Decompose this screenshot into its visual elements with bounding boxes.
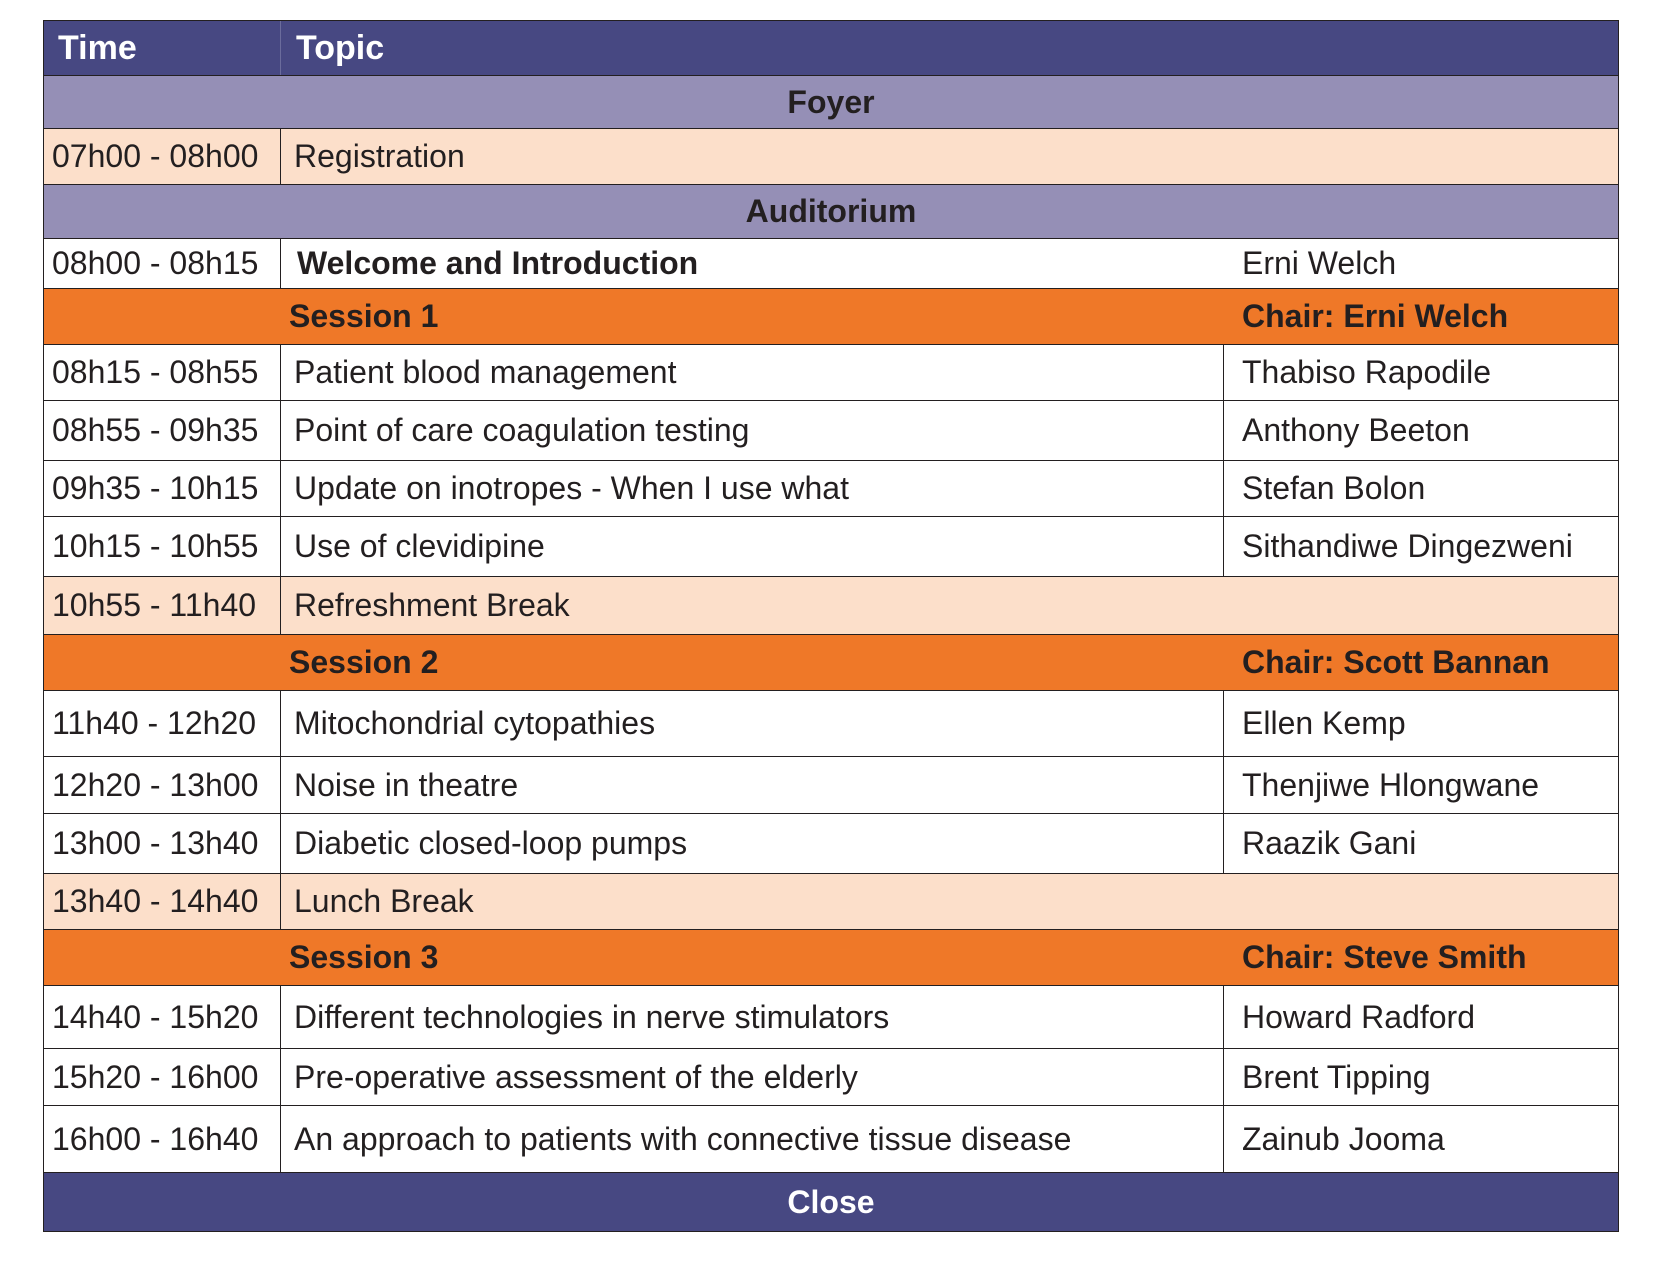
row-speaker: Thabiso Rapodile (1242, 354, 1492, 390)
header-topic: Topic (296, 28, 385, 67)
row-topic: Pre-operative assessment of the elderly (281, 1049, 1224, 1105)
row-time: 14h40 - 15h20 (44, 986, 281, 1048)
table-row (43, 345, 1619, 401)
row-topic: Refreshment Break (294, 587, 570, 623)
row-topic: Registration (294, 138, 465, 174)
table-row (43, 986, 1619, 1049)
row-topic: Use of clevidipine (281, 517, 1224, 576)
close-label: Close (787, 1183, 875, 1220)
break-row-refreshment (43, 577, 1619, 635)
row-speaker: Anthony Beeton (1242, 412, 1470, 448)
session-header-3 (43, 930, 1619, 986)
row-speaker: Ellen Kemp (1242, 705, 1406, 741)
row-time: 07h00 - 08h00 (44, 129, 281, 184)
session-title: Session 2 (289, 644, 439, 680)
row-speaker: Brent Tipping (1242, 1058, 1431, 1095)
table-row (43, 757, 1619, 814)
programme-table (43, 20, 1619, 1232)
session-title: Session 1 (289, 298, 439, 334)
row-time: 15h20 - 16h00 (44, 1049, 281, 1105)
row-time: 08h15 - 08h55 (44, 345, 281, 400)
session-header-2 (43, 635, 1619, 691)
table-row (43, 517, 1619, 577)
row-topic: Different technologies in nerve stimulators (281, 986, 1224, 1048)
session-header-1 (43, 289, 1619, 345)
row-speaker: Sithandiwe Dingezweni (1242, 528, 1573, 564)
table-header (43, 20, 1619, 76)
row-time: 13h40 - 14h40 (44, 874, 281, 929)
table-row (43, 814, 1619, 874)
session-chair: Chair: Erni Welch (1242, 298, 1509, 334)
venue-label: Auditorium (745, 193, 917, 229)
row-speaker: Thenjiwe Hlongwane (1242, 766, 1540, 803)
row-topic: Welcome and Introduction (297, 245, 699, 281)
row-time: 08h55 - 09h35 (44, 401, 281, 460)
break-row-lunch (43, 874, 1619, 930)
row-topic: Patient blood management (281, 345, 1224, 400)
row-topic: Diabetic closed-loop pumps (281, 814, 1224, 873)
close-row (43, 1173, 1619, 1232)
row-time: 16h00 - 16h40 (44, 1106, 281, 1172)
row-topic: Lunch Break (294, 883, 474, 919)
session-title: Session 3 (289, 939, 439, 975)
row-time: 08h00 - 08h15 (44, 239, 281, 288)
session-chair: Chair: Steve Smith (1242, 939, 1527, 975)
row-topic: Point of care coagulation testing (281, 401, 1224, 460)
venue-row-foyer (43, 76, 1619, 129)
header-time: Time (44, 21, 281, 75)
row-time: 10h15 - 10h55 (44, 517, 281, 576)
session-chair: Chair: Scott Bannan (1242, 644, 1550, 680)
registration-row (43, 129, 1619, 185)
table-row (43, 401, 1619, 461)
table-row (43, 1049, 1619, 1106)
row-topic: Update on inotropes - When I use what (281, 461, 1224, 516)
row-time: 13h00 - 13h40 (44, 814, 281, 873)
table-row (43, 461, 1619, 517)
row-speaker: Zainub Jooma (1242, 1120, 1445, 1157)
row-time: 11h40 - 12h20 (44, 691, 281, 756)
table-row (43, 691, 1619, 757)
row-speaker: Raazik Gani (1242, 825, 1417, 861)
venue-label: Foyer (787, 83, 875, 120)
row-speaker: Erni Welch (1242, 245, 1397, 281)
row-topic: Mitochondrial cytopathies (281, 691, 1224, 756)
row-time: 10h55 - 11h40 (44, 577, 281, 634)
row-time: 12h20 - 13h00 (44, 757, 281, 813)
row-topic: An approach to patients with connective tissue disease (281, 1106, 1224, 1172)
row-topic: Noise in theatre (281, 757, 1224, 813)
venue-row-auditorium (43, 185, 1619, 239)
row-speaker: Howard Radford (1242, 998, 1475, 1035)
row-time: 09h35 - 10h15 (44, 461, 281, 516)
row-speaker: Stefan Bolon (1242, 470, 1426, 506)
welcome-row (43, 239, 1619, 289)
table-row (43, 1106, 1619, 1173)
